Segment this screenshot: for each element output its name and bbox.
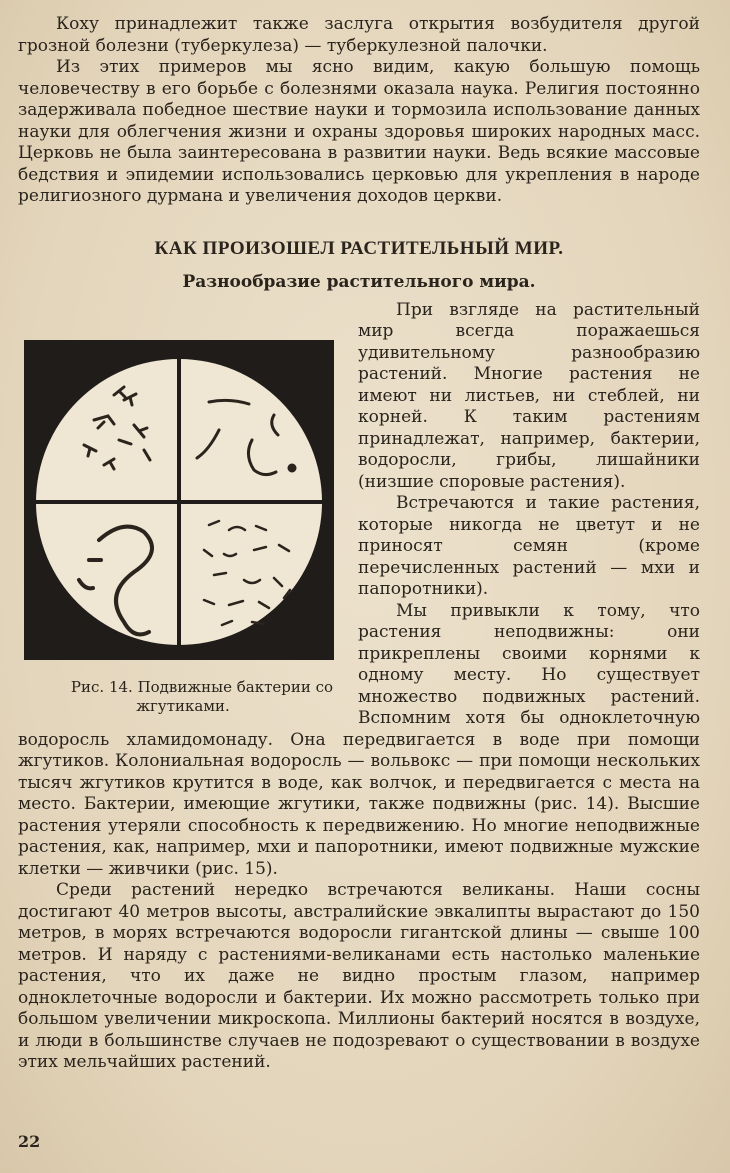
- paragraph-intro-1: Коху принадлежит также заслуга открытия возбудителя другой грозной болезни (туберкулеза) — туберкулезной палочки.: [18, 14, 700, 56]
- paragraph-5: Мы привыкли к тому, что растения неподвижны: они прикреплены своими корнями к одному месту. Но существует множество подвижных растений. Вспомним хотя бы одноклеточную водоросль хламидомонаду. Она передвигается в воде при помощи жгутиков. Колониальная водоросль — вольвокс — при помощи нескольких тысяч жгутиков крутится в воде, как волчок, и передвигается с места на место. Бактерии, имеющие жгутики, также подвижны (рис. 14). Высшие растения утеряли способность к передвижению. Но многие неподвижные растения, как, например, мхи и папоротники, имеют подвижные мужские клетки — живчики (рис. 15).: [18, 600, 700, 879]
- section-title: КАК ПРОИЗОШЕЛ РАСТИТЕЛЬНЫЙ МИР.: [154, 237, 564, 259]
- subsection-title: Разнообразие растительного мира.: [182, 271, 536, 292]
- paragraph-3-text: При взгляде на растительный мир всегда поражаешься удивительному разнообразию растений. Многие растения не имеют ни листьев, ни стеблей, ни корней. К таким растениям принадлежат, например, бактерии, водоросли, грибы, лишайники (низшие споровые растения).: [358, 299, 700, 492]
- paragraph-6: Среди растений нередко встречаются великаны. Наши сосны достигают 40 метров высоты, австралийские эвкалипты вырастают до 150 метров, в морях встречаются водоросли гигантской длины — свыше 100 метров. И наряду с растениями-великанами есть настолько маленькие растения, что их даже не видно простым глазом, например одноклеточные водоросли и бактерии. Их можно рассмотреть только при большом увеличении микроскопа. Миллионы бактерий носятся в воздухе, и люди в большинстве случаев не подозревают о существовании в воздухе этих мельчайших растений.: [18, 880, 700, 1072]
- page-number: 22: [18, 1132, 41, 1151]
- bacteria-illustration: [24, 340, 334, 660]
- figure-caption: Рис. 14. Подвижные бактерии со жгутиками.: [70, 677, 334, 715]
- paragraph-4: Встречаются и такие растения, которые никогда не цветут и не приносят семян (кроме перечисленных растений — мхи и папоротники).: [358, 493, 700, 599]
- paragraph-intro-2: Из этих примеров мы ясно видим, какую большую помощь человечеству в его борьбе с болезнями оказала наука. Религия постоянно задерживала победное шествие науки и тормозила использование данных науки для облегчения жизни и охраны здоровья широких народных масс. Церковь не была заинтересована в развитии науки. Ведь всякие массовые бедствия и эпидемии использовались церковью для укрепления в народе религиозного дурмана и увеличения доходов церкви.: [18, 57, 700, 206]
- microscope-view-image: [24, 340, 334, 660]
- figure-14: [24, 340, 342, 716]
